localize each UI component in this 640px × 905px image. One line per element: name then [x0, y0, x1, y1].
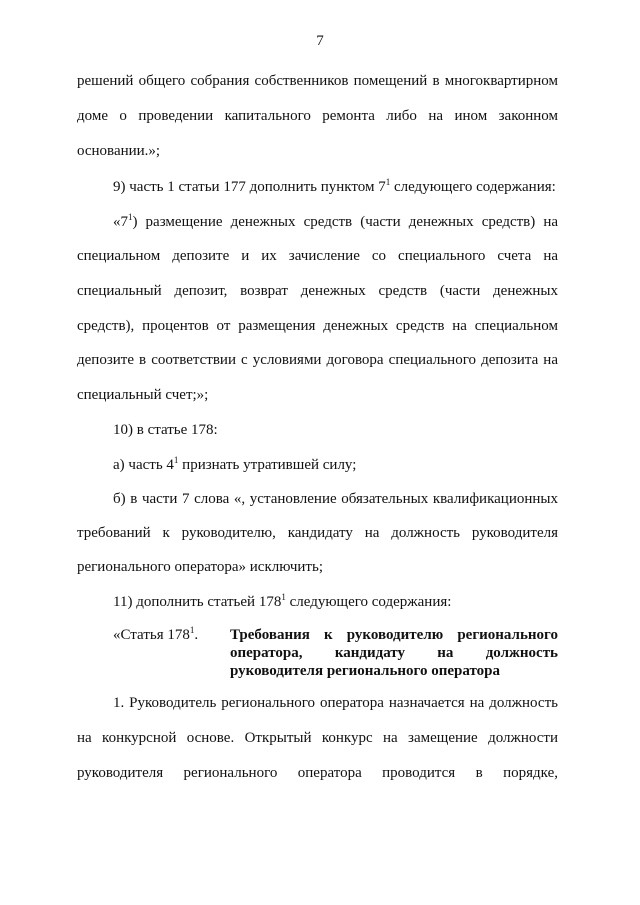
text-line: на конкурсной основе. Открытый конкурс на замещение должности — [77, 730, 558, 746]
text-segment: ) размещение денежных средств (части денежных средств) на — [132, 214, 558, 230]
article-title-line: руководителя регионального оператора — [230, 663, 500, 679]
text-line: доме о проведении капитального ремонта либо на ином законном — [77, 108, 558, 124]
text-segment: 9) часть 1 статьи 177 дополнить пунктом 7 — [113, 179, 386, 195]
superscript: 1 — [128, 212, 133, 222]
text-line — [113, 455, 558, 475]
text-line: специальный депозит, возврат денежных средств (части денежных — [77, 283, 558, 299]
article-title — [230, 626, 558, 680]
text-segment: признать утратившей силу; — [178, 457, 357, 473]
text-line: депозите в соответствии с условиями договора специального депозита на — [77, 352, 558, 368]
superscript: 1 — [281, 592, 286, 602]
text-line: основании.»; — [77, 143, 161, 159]
text-line — [113, 592, 558, 612]
superscript: 1 — [385, 177, 391, 187]
text-segment: следующего содержания: — [285, 594, 452, 610]
article-label — [113, 626, 198, 644]
text-line: специальный счет;»; — [77, 387, 209, 403]
text-segment: . — [194, 627, 199, 643]
article-title-line: оператора, кандидату на должность — [230, 645, 558, 661]
text-line: решений общего собрания собственников помещений в многоквартирном — [77, 73, 558, 89]
text-line: специальном депозите и их зачисление со специального счета на — [77, 248, 558, 264]
text-line: руководителя регионального оператора проводится в порядке, — [77, 765, 558, 781]
text-line: 1. Руководитель регионального оператора назначается на должность — [113, 695, 558, 711]
text-line: регионального оператора» исключить; — [77, 559, 323, 575]
text-line — [113, 212, 558, 232]
text-line: б) в части 7 слова «, установление обязательных квалификационных — [113, 491, 558, 507]
article-title-line: Требования к руководителю регионального — [230, 627, 558, 643]
text-segment: «Статья 178 — [113, 627, 190, 643]
text-line: требований к руководителю, кандидату на должность руководителя — [77, 525, 558, 541]
text-segment: а) часть 4 — [113, 457, 174, 473]
text-segment: «7 — [113, 214, 128, 230]
text-segment: 11) дополнить статьей 178 — [113, 594, 282, 610]
page-number: 7 — [316, 33, 324, 49]
superscript: 1 — [173, 455, 179, 465]
text-segment: следующего содержания: — [390, 179, 556, 195]
superscript: 1 — [189, 625, 195, 635]
text-line: средств), процентов от размещения денежных средств на специальном — [77, 318, 558, 334]
text-line — [113, 177, 558, 197]
text-line: 10) в статье 178: — [113, 422, 218, 438]
